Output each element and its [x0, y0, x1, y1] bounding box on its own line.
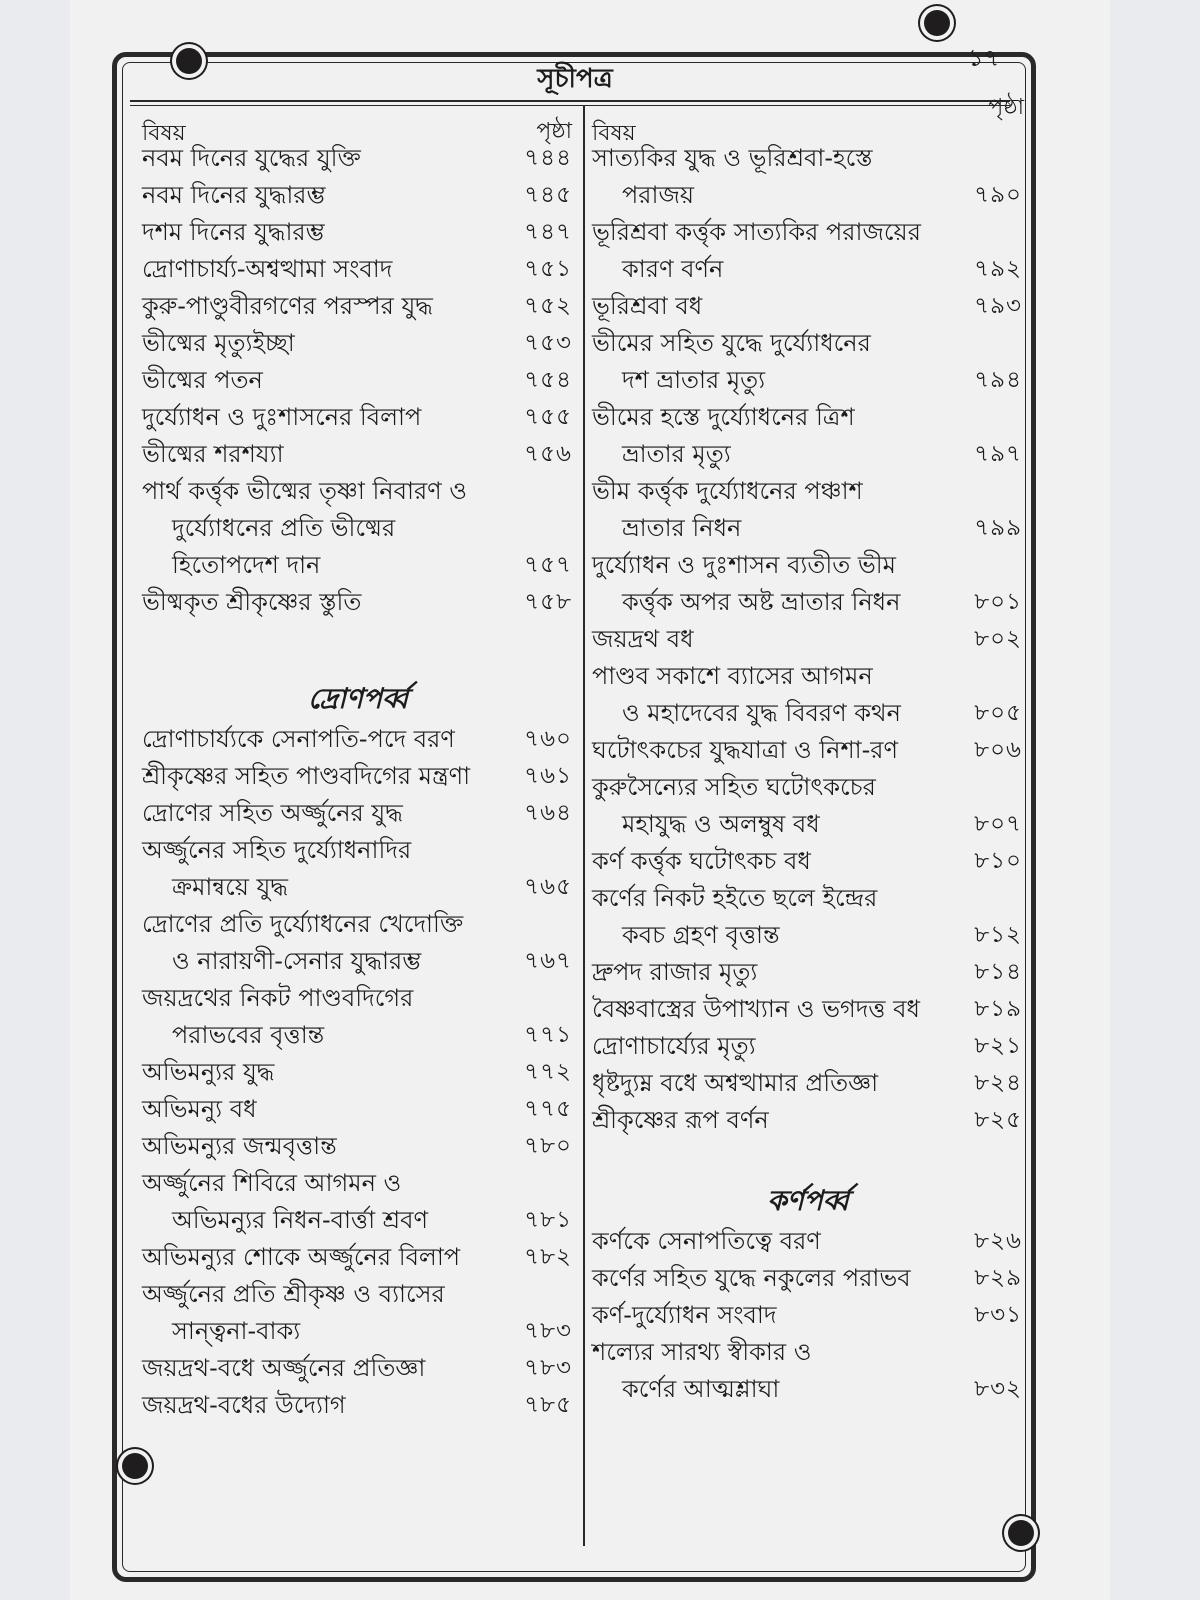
section-title: কর্ণপর্ব্ব	[767, 1184, 849, 1217]
entry-title: ভীষ্মকৃত শ্রীকৃষ্ণের স্তুতি	[142, 588, 362, 616]
entry-title: শ্রীকৃষ্ণের রূপ বর্ণন	[592, 1106, 769, 1134]
toc-entry	[592, 991, 1024, 1028]
entry-title: অভিমন্যুর জন্মবৃত্তান্ত	[142, 1132, 337, 1160]
toc-entry	[142, 1165, 574, 1239]
entry-page-number: ৭৬৪	[524, 800, 572, 826]
ornament-top-right	[924, 10, 950, 36]
entry-title: জয়দ্রথ-বধে অর্জ্জুনের প্রতিজ্ঞা	[142, 1354, 426, 1382]
entry-page-number: ৭৭১	[524, 1022, 572, 1048]
entry-page-number: ৮১৪	[974, 959, 1022, 985]
subject-header: বিষয়	[142, 121, 186, 146]
ornament-top-left	[176, 48, 202, 74]
entry-page-number: ৭৫১	[524, 256, 572, 282]
toc-entry	[142, 584, 574, 621]
entry-page-number: ৭৯৭	[974, 441, 1022, 467]
entry-title: পরাভবের বৃত্তান্ত	[172, 1021, 325, 1049]
toc-entry	[142, 251, 574, 288]
toc-entry	[142, 436, 574, 473]
toc-entry	[592, 621, 1024, 658]
entry-page-number: ৭৯২	[974, 256, 1022, 282]
toc-entry	[592, 399, 1024, 473]
toc-entry	[592, 954, 1024, 991]
entry-title: দশম দিনের যুদ্ধারম্ভ	[142, 218, 325, 246]
entry-page-number: ৮০৬	[974, 737, 1022, 763]
entry-title: সান্ত্বনা-বাক্য	[172, 1317, 301, 1345]
title-rule	[130, 100, 1010, 106]
entry-page-number: ৭৫৩	[524, 330, 572, 356]
entry-title: ভীষ্মের পতন	[142, 366, 263, 394]
toc-entry	[592, 843, 1024, 880]
page-title: সূচীপত্র	[537, 64, 613, 94]
entry-page-number: ৭৯০	[974, 182, 1022, 208]
entry-title: কারণ বর্ণন	[622, 255, 724, 283]
entry-page-number: ৮০১	[974, 589, 1022, 615]
entry-page-number: ৭৫৫	[524, 404, 572, 430]
toc-entry	[142, 1276, 574, 1350]
entry-page-number: ৭৭২	[524, 1059, 572, 1085]
toc-entry	[592, 1065, 1024, 1102]
entry-title: দ্রোণাচার্য্য-অশ্বত্থামা সংবাদ	[142, 255, 393, 283]
ornament-bottom-left	[122, 1453, 148, 1479]
entry-page-number: ৮২১	[974, 1033, 1022, 1059]
entry-title: কর্ণ-দুর্য্যোধন সংবাদ	[592, 1301, 777, 1329]
entry-title: ধৃষ্টদ্যুম্ন বধে অশ্বত্থামার প্রতিজ্ঞা	[592, 1069, 879, 1097]
entry-page-number: ৮১০	[974, 848, 1022, 874]
column-divider	[583, 106, 585, 1546]
entry-title: নবম দিনের যুদ্ধের যুক্তি	[142, 144, 361, 172]
entry-page-number: ৭৯৯	[974, 515, 1022, 541]
toc-entry	[592, 1028, 1024, 1065]
entry-title: ও মহাদেবের যুদ্ধ বিবরণ কথন	[622, 699, 901, 727]
entry-title: কর্ণের নিকট হইতে ছলে ইন্দ্রের	[592, 884, 878, 912]
entry-page-number: ৭৫৪	[524, 367, 572, 393]
entry-page-number: ৭৮২	[524, 1244, 572, 1270]
entry-title: কর্ণের আত্মশ্লাঘা	[622, 1375, 780, 1403]
toc-entry	[142, 980, 574, 1054]
entry-title: কবচ গ্রহণ বৃত্তান্ত	[622, 921, 780, 949]
entry-page-number: ৭৪৫	[524, 182, 572, 208]
entry-page-number: ৭৪৭	[524, 219, 572, 245]
entry-title: বৈষ্ণবাস্ত্রের উপাখ্যান ও ভগদত্ত বধ	[592, 995, 920, 1023]
entry-title: দুর্য্যোধন ও দুঃশাসন ব্যতীত ভীম	[592, 551, 896, 579]
entry-page-number: ৮২৪	[974, 1070, 1022, 1096]
toc-entry	[142, 140, 574, 177]
entry-page-number: ৭৭৫	[524, 1096, 572, 1122]
entry-title: মহাযুদ্ধ ও অলম্বুষ বধ	[622, 810, 820, 838]
entry-page-number: ৮৩২	[974, 1376, 1022, 1402]
entry-page-number: ৭৬৫	[524, 874, 572, 900]
entry-title: জয়দ্রথ-বধের উদ্যোগ	[142, 1391, 346, 1419]
entry-title: অভিমন্যুর নিধন-বার্ত্তা শ্রবণ	[172, 1206, 428, 1234]
toc-entry	[592, 658, 1024, 732]
entry-title: অর্জ্জুনের প্রতি শ্রীকৃষ্ণ ও ব্যাসের	[142, 1280, 445, 1308]
entry-page-number: ৮২৯	[974, 1265, 1022, 1291]
entry-page-number: ৭৬০	[524, 726, 572, 752]
toc-entry	[142, 399, 574, 436]
toc-entry	[142, 214, 574, 251]
toc-entry	[142, 832, 574, 906]
toc-entry	[142, 1128, 574, 1165]
spacer	[592, 1139, 1024, 1179]
toc-entry	[592, 473, 1024, 547]
page-number: ১৭	[968, 44, 1000, 72]
entry-title: ক্রমান্বয়ে যুদ্ধ	[172, 873, 288, 901]
entry-title: সাত্যকির যুদ্ধ ও ভূরিশ্রবা-হস্তে	[592, 144, 873, 172]
entry-title: হিতোপদেশ দান	[172, 551, 321, 579]
left-column	[142, 110, 574, 1424]
entry-title: কুরু-পাণ্ডুবীরগণের পরস্পর যুদ্ধ	[142, 292, 433, 320]
toc-list	[592, 140, 1024, 1139]
subject-header: বিষয়	[592, 121, 636, 146]
entry-page-number: ৭৯৪	[974, 367, 1022, 393]
entry-page-number: ৮৩১	[974, 1302, 1022, 1328]
entry-title: ভীমের সহিত যুদ্ধে দুর্য্যোধনের	[592, 329, 871, 357]
entry-page-number: ৭৮৩	[524, 1355, 572, 1381]
entry-title: শল্যের সারথ্য স্বীকার ও	[592, 1338, 812, 1366]
entry-page-number: ৮১২	[974, 922, 1022, 948]
entry-page-number: ৮২৬	[974, 1228, 1022, 1254]
entry-page-number: ৮০২	[974, 626, 1022, 652]
toc-entry	[592, 1297, 1024, 1334]
entry-title: দুর্য্যোধন ও দুঃশাসনের বিলাপ	[142, 403, 422, 431]
entry-page-number: ৭৮৩	[524, 1318, 572, 1344]
toc-list	[592, 1223, 1024, 1408]
column-header	[592, 95, 1024, 146]
entry-page-number: ৮০৭	[974, 811, 1022, 837]
entry-title: ভীম কর্ত্তৃক দুর্য্যোধনের পঞ্চাশ	[592, 477, 863, 505]
entry-title: পাণ্ডব সকাশে ব্যাসের আগমন	[592, 662, 873, 690]
entry-title: দ্রোণাচার্য্যের মৃত্যু	[592, 1032, 756, 1060]
entry-title: পরাজয়	[622, 181, 695, 209]
toc-entry	[142, 758, 574, 795]
entry-title: ভীষ্মের শরশয্যা	[142, 440, 284, 468]
entry-page-number: ৭৮৫	[524, 1392, 572, 1418]
entry-title: পার্থ কর্ত্তৃক ভীষ্মের তৃষ্ণা নিবারণ ও	[142, 477, 467, 505]
toc-entry	[142, 1091, 574, 1128]
entry-title: কর্ত্তৃক অপর অষ্ট ভ্রাতার নিধন	[622, 588, 901, 616]
page-header: পৃষ্ঠা	[536, 119, 572, 144]
entry-title: অর্জ্জুনের সহিত দুর্য্যোধনাদির	[142, 836, 412, 864]
toc-list	[142, 140, 574, 621]
entry-title: কুরুসৈন্যের সহিত ঘটোৎকচের	[592, 773, 876, 801]
entry-page-number: ৭৪৪	[524, 145, 572, 171]
entry-title: দ্রোণের প্রতি দুর্য্যোধনের খেদোক্তি	[142, 910, 464, 938]
toc-entry	[142, 1054, 574, 1091]
toc-entry	[592, 732, 1024, 769]
toc-entry	[142, 473, 574, 584]
entry-title: দশ ভ্রাতার মৃত্যু	[622, 366, 766, 394]
toc-entry	[142, 288, 574, 325]
entry-title: ভ্রাতার মৃত্যু	[622, 440, 731, 468]
entry-title: জয়দ্রথের নিকট পাণ্ডবদিগের	[142, 984, 414, 1012]
entry-page-number: ৭৯৩	[974, 293, 1022, 319]
entry-title: দ্রুপদ রাজার মৃত্যু	[592, 958, 758, 986]
toc-entry	[592, 1260, 1024, 1297]
toc-entry	[592, 547, 1024, 621]
toc-entry	[592, 325, 1024, 399]
page-header: পৃষ্ঠা	[988, 95, 1024, 120]
entry-title: ভীমের হস্তে দুর্য্যোধনের ত্রিশ	[592, 403, 855, 431]
toc-entry	[142, 1350, 574, 1387]
entry-title: ও নারায়ণী-সেনার যুদ্ধারম্ভ	[172, 947, 422, 975]
entry-title: ভীষ্মের মৃত্যুইচ্ছা	[142, 329, 295, 357]
entry-page-number: ৭৬৭	[524, 948, 572, 974]
toc-entry	[142, 1387, 574, 1424]
entry-page-number: ৮০৫	[974, 700, 1022, 726]
right-column	[592, 95, 1024, 1408]
entry-title: জয়দ্রথ বধ	[592, 625, 694, 653]
entry-title: কর্ণ কর্ত্তৃক ঘটোৎকচ বধ	[592, 847, 811, 875]
entry-title: কর্ণের সহিত যুদ্ধে নকুলের পরাভব	[592, 1264, 911, 1292]
entry-title: অর্জ্জুনের শিবিরে আগমন ও	[142, 1169, 402, 1197]
entry-page-number: ৮২৫	[974, 1107, 1022, 1133]
spacer	[142, 621, 574, 677]
toc-entry	[142, 906, 574, 980]
toc-list	[142, 721, 574, 1424]
toc-entry	[592, 1102, 1024, 1139]
toc-entry	[142, 362, 574, 399]
entry-title: অভিমন্যুর যুদ্ধ	[142, 1058, 275, 1086]
entry-title: কর্ণকে সেনাপতিত্বে বরণ	[592, 1227, 821, 1255]
toc-entry	[142, 325, 574, 362]
entry-page-number: ৮১৯	[974, 996, 1022, 1022]
entry-title: ভূরিশ্রবা কর্ত্তৃক সাত্যকির পরাজয়ের	[592, 218, 921, 246]
ornament-bottom-right	[1008, 1520, 1034, 1546]
toc-entry	[592, 769, 1024, 843]
entry-title: দ্রোণাচার্য্যকে সেনাপতি-পদে বরণ	[142, 725, 455, 753]
toc-entry	[592, 1334, 1024, 1408]
toc-entry	[592, 880, 1024, 954]
toc-entry	[142, 795, 574, 832]
entry-title: অভিমন্যু বধ	[142, 1095, 257, 1123]
entry-title: অভিমন্যুর শোকে অর্জ্জুনের বিলাপ	[142, 1243, 461, 1271]
toc-entry	[592, 288, 1024, 325]
toc-entry	[142, 177, 574, 214]
entry-page-number: ৭৬১	[524, 763, 572, 789]
entry-page-number: ৭৫৮	[524, 589, 572, 615]
toc-entry	[592, 140, 1024, 214]
toc-entry	[142, 721, 574, 758]
entry-title: শ্রীকৃষ্ণের সহিত পাণ্ডবদিগের মন্ত্রণা	[142, 762, 471, 790]
entry-page-number: ৭৮১	[524, 1207, 572, 1233]
entry-title: ভূরিশ্রবা বধ	[592, 292, 703, 320]
column-header	[142, 110, 574, 146]
entry-title: দুর্য্যোধনের প্রতি ভীষ্মের	[172, 514, 396, 542]
entry-page-number: ৭৫৭	[524, 552, 572, 578]
entry-page-number: ৭৫২	[524, 293, 572, 319]
entry-title: নবম দিনের যুদ্ধারম্ভ	[142, 181, 326, 209]
entry-title: ঘটোৎকচের যুদ্ধযাত্রা ও নিশা-রণ	[592, 736, 899, 764]
toc-entry	[142, 1239, 574, 1276]
entry-page-number: ৭৮০	[524, 1133, 572, 1159]
section-title: দ্রোণপর্ব্ব	[307, 682, 409, 715]
entry-title: ভ্রাতার নিধন	[622, 514, 742, 542]
entry-title: দ্রোণের সহিত অর্জ্জুনের যুদ্ধ	[142, 799, 403, 827]
toc-entry	[592, 1223, 1024, 1260]
toc-entry	[592, 214, 1024, 288]
entry-page-number: ৭৫৬	[524, 441, 572, 467]
